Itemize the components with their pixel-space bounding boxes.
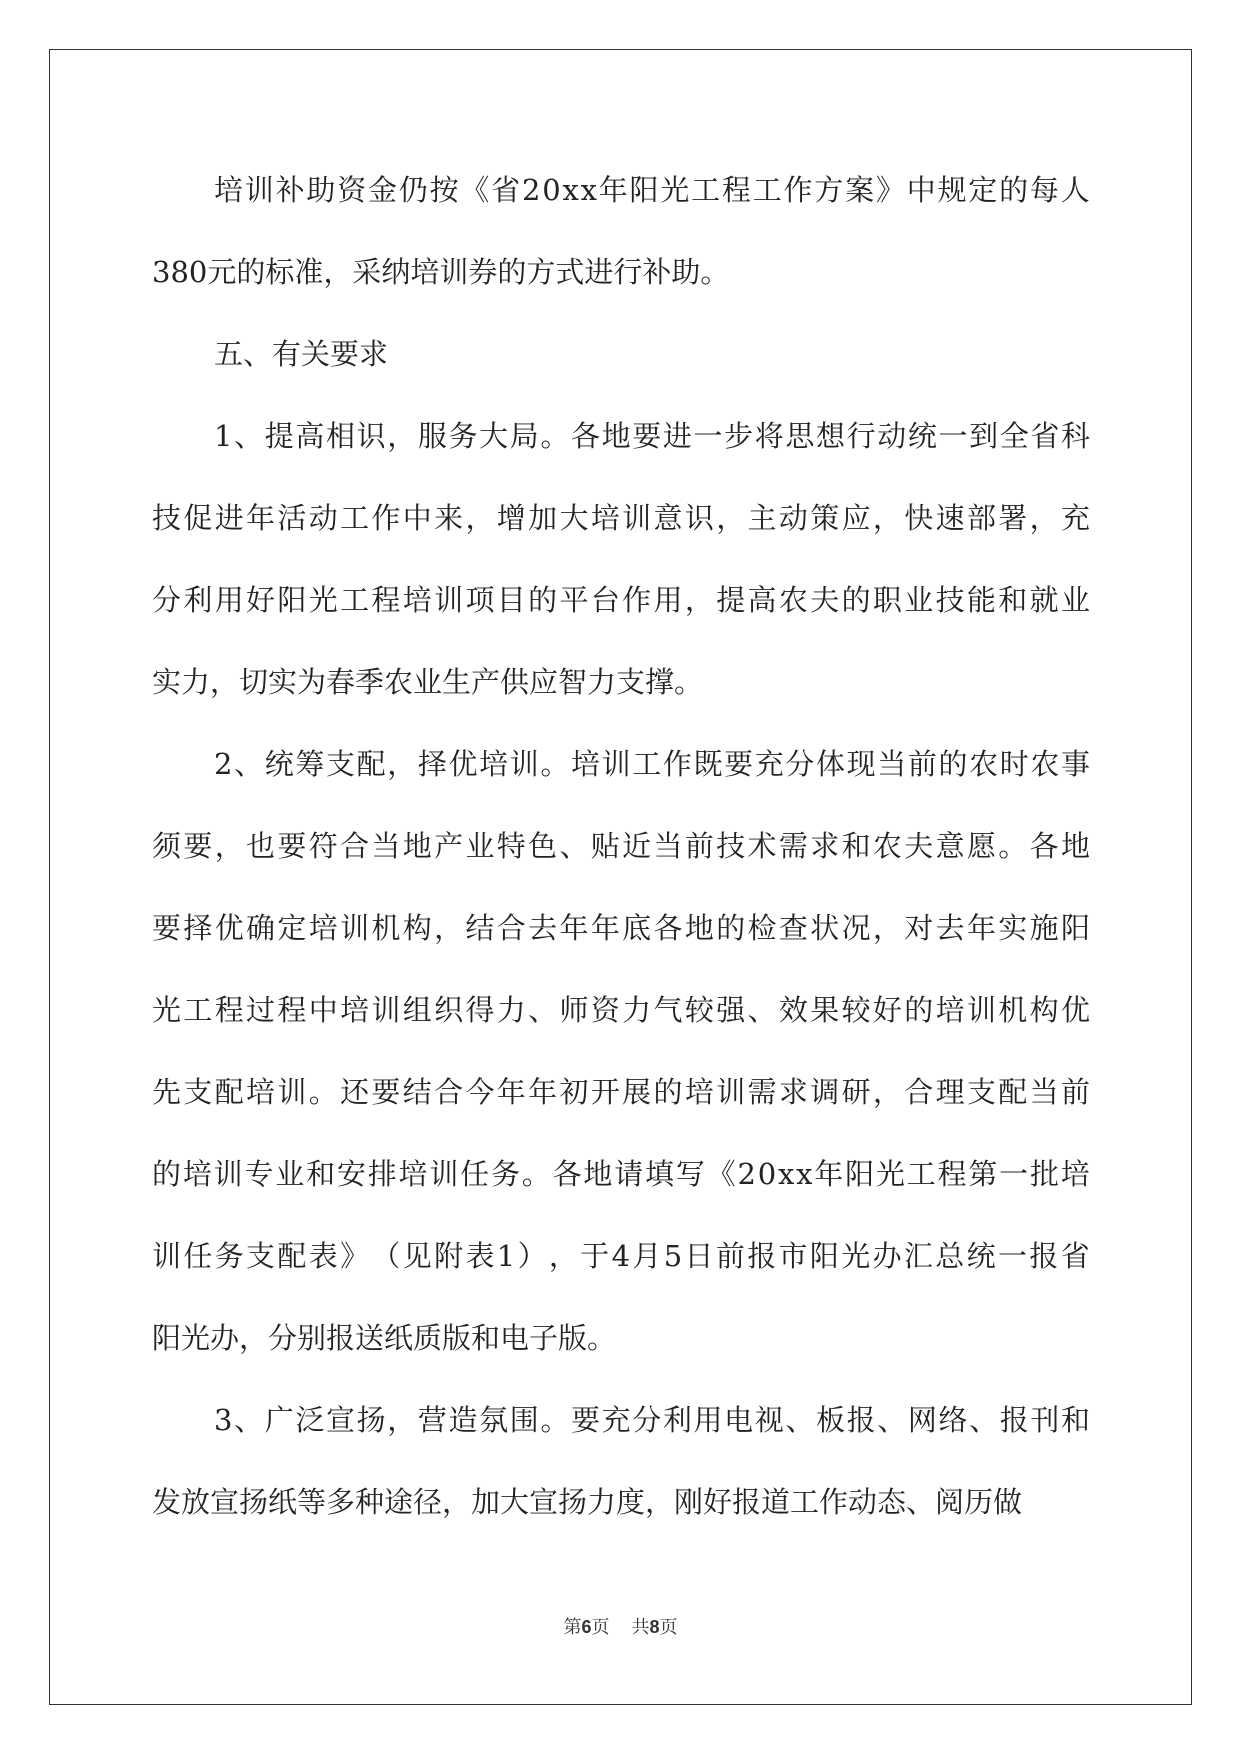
text-line: 训 任 务 支 配 表 》 （ 见 附 表 1 ） ， 于 4 月 5 日 前 报 市 阳 光 办 汇 总 统 一 报 省 <box>152 1239 1090 1273</box>
paragraph-requirement-2 <box>152 734 1090 1390</box>
text-line: 阳光办，分别报送纸质版和电子版。 <box>152 1321 617 1355</box>
text-line: 的 培 训 专 业 和 安 排 培 训 任 务 。 各 地 请 填 写 《 2 0 x x 年 阳 光 工 程 第 一 批 培 <box>152 1157 1090 1191</box>
text-line: 须 要 ， 也 要 符 合 当 地 产 业 特 色 、 贴 近 当 前 技 术 需 求 和 农 夫 意 愿 。 各 地 <box>152 829 1090 863</box>
total-suffix: 页 <box>659 1617 678 1638</box>
page-number: 6 <box>581 1617 592 1637</box>
text-line: 光 工 程 过 程 中 培 训 组 织 得 力 、 师 资 力 气 较 强 、 效 果 较 好 的 培 训 机 构 优 <box>152 993 1090 1027</box>
page-footer <box>0 1613 1241 1639</box>
paragraph-subsidy-paragraph <box>152 160 1090 324</box>
text-line: 实力，切实为春季农业生产供应智力支撑。 <box>152 665 704 699</box>
text-line: 1 、 提 高 相 识 ， 服 务 大 局 。 各 地 要 进 一 步 将 思 想 行 动 统 一 到 全 省 科 <box>214 419 1090 453</box>
text-line: 2 、 统 筹 支 配 ， 择 优 培 训 。 培 训 工 作 既 要 充 分 体 现 当 前 的 农 时 农 事 <box>214 747 1090 781</box>
text-line: 发放宣扬纸等多种途径，加大宣扬力度，刚好报道工作动态、阅历做 <box>152 1485 1023 1519</box>
paragraph-requirement-1 <box>152 406 1090 734</box>
page-suffix: 页 <box>591 1617 610 1638</box>
document-body <box>152 160 1090 1554</box>
total-prefix: 共 <box>631 1617 650 1638</box>
total-pages: 8 <box>649 1617 660 1637</box>
paragraph-requirement-3 <box>152 1390 1090 1554</box>
paragraph-section-heading <box>152 324 1090 406</box>
text-line: 3 、 广 泛 宣 扬 ， 营 造 氛 围 。 要 充 分 利 用 电 视 、 板 报 、 网 络 、 报 刊 和 <box>214 1403 1090 1437</box>
text-line: 培 训 补 助 资 金 仍 按 《 省 2 0 x x 年 阳 光 工 程 工 作 方 案 》 中 规 定 的 每 人 <box>214 173 1090 207</box>
text-line: 先 支 配 培 训 。 还 要 结 合 今 年 年 初 开 展 的 培 训 需 求 调 研 ， 合 理 支 配 当 前 <box>152 1075 1090 1109</box>
text-line: 分 利 用 好 阳 光 工 程 培 训 项 目 的 平 台 作 用 ， 提 高 农 夫 的 职 业 技 能 和 就 业 <box>152 583 1090 617</box>
text-line: 技 促 进 年 活 动 工 作 中 来 ， 增 加 大 培 训 意 识 ， 主 动 策 应 ， 快 速 部 署 ， 充 <box>152 501 1090 535</box>
page-prefix: 第 <box>563 1617 582 1638</box>
text-line: 380元的标准，采纳培训券的方式进行补助。 <box>152 255 730 289</box>
text-line: 要 择 优 确 定 培 训 机 构 ， 结 合 去 年 年 底 各 地 的 检 查 状 况 ， 对 去 年 实 施 阳 <box>152 911 1090 945</box>
text-line: 五、有关要求 <box>214 337 389 371</box>
